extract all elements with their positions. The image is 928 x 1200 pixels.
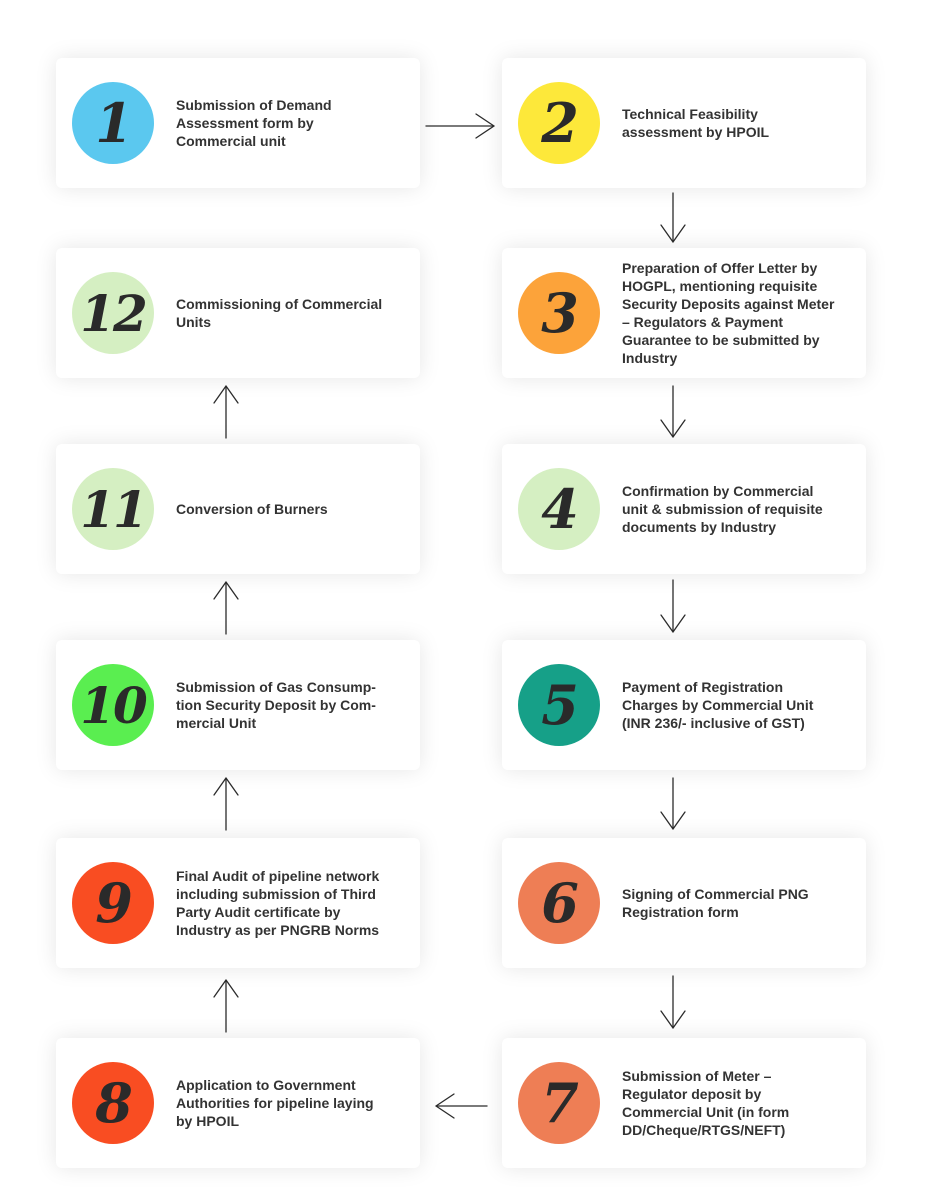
step-text-9: Final Audit of pipeline network including submission of Third Party Audit certificate by Industry as per PNGRB Norms	[176, 868, 380, 938]
step-text-2: Technical Feasibility assessment by HPOIL	[622, 106, 770, 140]
step-number-8: 8	[72, 1062, 154, 1144]
step-number-9: 9	[72, 862, 154, 944]
step-number-7: 7	[518, 1062, 600, 1144]
arrow-right-icon	[426, 114, 494, 138]
step-text-4: Confirmation by Commercial unit & submission of requisite documents by Industry	[622, 483, 823, 535]
step-text-10: Submission of Gas Consump- tion Security Deposit by Com- mercial Unit	[176, 679, 376, 731]
step-number-4: 4	[518, 468, 600, 550]
step-number-12: 12	[72, 272, 154, 354]
step-number-5: 5	[518, 664, 600, 746]
arrow-up-icon	[214, 980, 238, 1032]
arrow-down-icon	[661, 386, 685, 437]
step-text-12: Commissioning of Commercial Units	[176, 296, 383, 330]
step-text-5: Payment of Registration Charges by Commercial Unit (INR 236/- inclusive of GST)	[622, 679, 814, 731]
step-text-11: Conversion of Burners	[176, 501, 328, 517]
step-number-2: 2	[518, 82, 600, 164]
step-number-3: 3	[518, 272, 600, 354]
step-text-7: Submission of Meter – Regulator deposit by Commercial Unit (in form DD/Cheque/RTGS/NEFT)	[622, 1068, 790, 1138]
step-number-6: 6	[518, 862, 600, 944]
arrow-down-icon	[661, 778, 685, 829]
step-text-6: Signing of Commercial PNG Registration form	[622, 886, 809, 920]
arrow-down-icon	[661, 193, 685, 242]
step-text-8: Application to Government Authorities for pipeline laying by HPOIL	[176, 1077, 374, 1129]
step-text-1: Submission of Demand Assessment form by Commercial unit	[176, 97, 332, 149]
step-number-1: 1	[72, 82, 154, 164]
step-number-11: 11	[72, 468, 154, 550]
step-text-3: Preparation of Offer Letter by HOGPL, mentioning requisite Security Deposits against Meter – Regulators & Payment Guarantee to be submitted by Industry	[622, 260, 835, 366]
arrow-down-icon	[661, 976, 685, 1028]
arrow-up-icon	[214, 778, 238, 830]
step-number-10: 10	[72, 664, 154, 746]
arrow-left-icon	[436, 1094, 487, 1118]
arrow-up-icon	[214, 582, 238, 634]
arrow-down-icon	[661, 580, 685, 632]
arrow-up-icon	[214, 386, 238, 438]
